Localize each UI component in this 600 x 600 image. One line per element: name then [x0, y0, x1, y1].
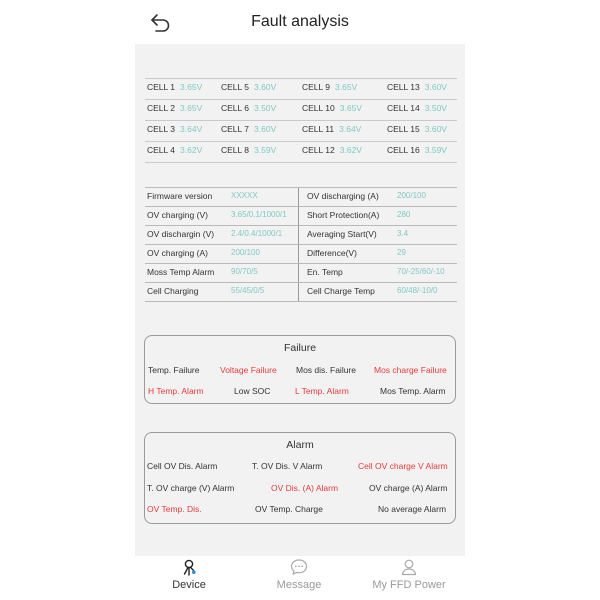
tab-message[interactable]: [254, 558, 344, 591]
param-value: 60/48/-10/0: [397, 286, 438, 295]
failure-box: [144, 335, 456, 404]
param-value: 280: [397, 210, 411, 219]
alarm-indicator: Cell OV charge V Alarm: [358, 461, 448, 471]
failure-indicator: Temp. Failure: [148, 365, 200, 375]
alarm-title: Alarm: [286, 439, 314, 451]
cell-item: CELL 8 3.59V: [221, 145, 277, 155]
param-value: 200/100: [397, 191, 426, 200]
cell-item: CELL 9 3.65V: [302, 82, 358, 92]
alarm-box: [144, 432, 456, 524]
alarm-indicator: No average Alarm: [378, 504, 447, 514]
param-label: Difference(V): [307, 248, 357, 258]
param-label: OV charging (A): [147, 248, 208, 258]
param-value: 200/100: [231, 248, 260, 257]
fault-panel: [135, 44, 465, 556]
failure-indicator: L Temp. Alarm: [295, 386, 349, 396]
param-value: XXXXX: [231, 191, 258, 200]
param-row: [145, 226, 457, 245]
param-row: [145, 207, 457, 226]
failure-indicator: Mos charge Failure: [374, 365, 447, 375]
param-value: 55/45/0/5: [231, 286, 265, 295]
user-icon: [400, 558, 418, 576]
alarm-indicator: OV Temp. Dis.: [147, 504, 202, 514]
failure-indicator: Voltage Failure: [220, 365, 277, 375]
param-label: OV dischargin (V): [147, 229, 215, 239]
tab-device[interactable]: [144, 558, 234, 591]
cell-row: [145, 121, 457, 142]
failure-indicator: Mos Temp. Alarm: [380, 386, 446, 396]
param-value: 2.4/0.4/1000/1: [231, 229, 283, 238]
cell-row: [145, 78, 457, 100]
alarm-indicator: OV charge (A) Alarm: [369, 483, 448, 493]
column-divider: [298, 245, 299, 263]
param-value: 29: [397, 248, 406, 257]
parameter-table: [145, 187, 457, 302]
alarm-indicator: OV Temp. Charge: [255, 504, 323, 514]
tab-my-ffd-power[interactable]: [364, 558, 454, 591]
cell-item: CELL 11 3.64V: [302, 124, 362, 134]
param-label: Moss Temp Alarm: [147, 267, 215, 277]
cell-row: [145, 142, 457, 163]
tab-label: Device: [172, 579, 206, 591]
param-value: 70/-25/60/-10: [397, 267, 445, 276]
message-icon: [290, 558, 308, 576]
cell-item: CELL 7 3.60V: [221, 124, 277, 134]
cell-row: [145, 100, 457, 121]
header-bar: [0, 0, 600, 44]
column-divider: [298, 264, 299, 282]
param-value: 3.4: [397, 229, 409, 238]
param-label: OV discharging (A): [307, 191, 379, 201]
failure-indicator: H Temp. Alarm: [148, 386, 204, 396]
param-row: [145, 187, 457, 207]
failure-title: Failure: [283, 342, 317, 354]
alarm-indicator: T. OV Dis. V Alarm: [252, 461, 323, 471]
column-divider: [298, 283, 299, 301]
tab-label: My FFD Power: [372, 579, 446, 591]
param-label: OV charging (V): [147, 210, 208, 220]
param-row: [145, 264, 457, 283]
failure-indicator: Mos dis. Failure: [296, 365, 356, 375]
alarm-indicator: T. OV charge (V) Alarm: [147, 483, 235, 493]
cell-item: CELL 1 3.65V: [147, 82, 203, 92]
cell-item: CELL 14 3.50V: [387, 103, 447, 113]
tab-label: Message: [276, 579, 322, 591]
param-label: Short Protection(A): [307, 210, 380, 220]
param-label: Firmware version: [147, 191, 213, 201]
cell-item: CELL 12 3.62V: [302, 145, 362, 155]
alarm-indicator: OV Dis. (A) Alarm: [271, 483, 339, 493]
param-label: Cell Charging: [147, 286, 199, 296]
param-label: En. Temp: [307, 267, 343, 277]
failure-indicator: Low SOC: [234, 386, 271, 396]
page-title: Fault analysis: [251, 13, 349, 30]
bottom-tab-bar: [0, 556, 600, 600]
param-value: 90/70/5: [231, 267, 258, 276]
param-row: [145, 245, 457, 264]
cell-item: CELL 16 3.59V: [387, 145, 447, 155]
cell-item: CELL 10 3.65V: [302, 103, 362, 113]
param-label: Averaging Start(V): [307, 229, 377, 239]
cell-item: CELL 3 3.64V: [147, 124, 203, 134]
column-divider: [298, 207, 299, 225]
cell-voltage-grid: [145, 78, 457, 163]
cell-item: CELL 2 3.65V: [147, 103, 203, 113]
column-divider: [298, 226, 299, 244]
param-value: 3.65/0.1/1000/1: [231, 210, 287, 219]
column-divider: [298, 188, 299, 206]
param-label: Cell Charge Temp: [307, 286, 375, 296]
cell-item: CELL 5 3.60V: [221, 82, 277, 92]
cell-item: CELL 6 3.50V: [221, 103, 277, 113]
cell-item: CELL 13 3.60V: [387, 82, 447, 92]
alarm-indicator: Cell OV Dis. Alarm: [147, 461, 218, 471]
cell-item: CELL 4 3.62V: [147, 145, 203, 155]
cell-item: CELL 15 3.60V: [387, 124, 447, 134]
param-row: [145, 283, 457, 302]
device-icon: [180, 558, 198, 576]
